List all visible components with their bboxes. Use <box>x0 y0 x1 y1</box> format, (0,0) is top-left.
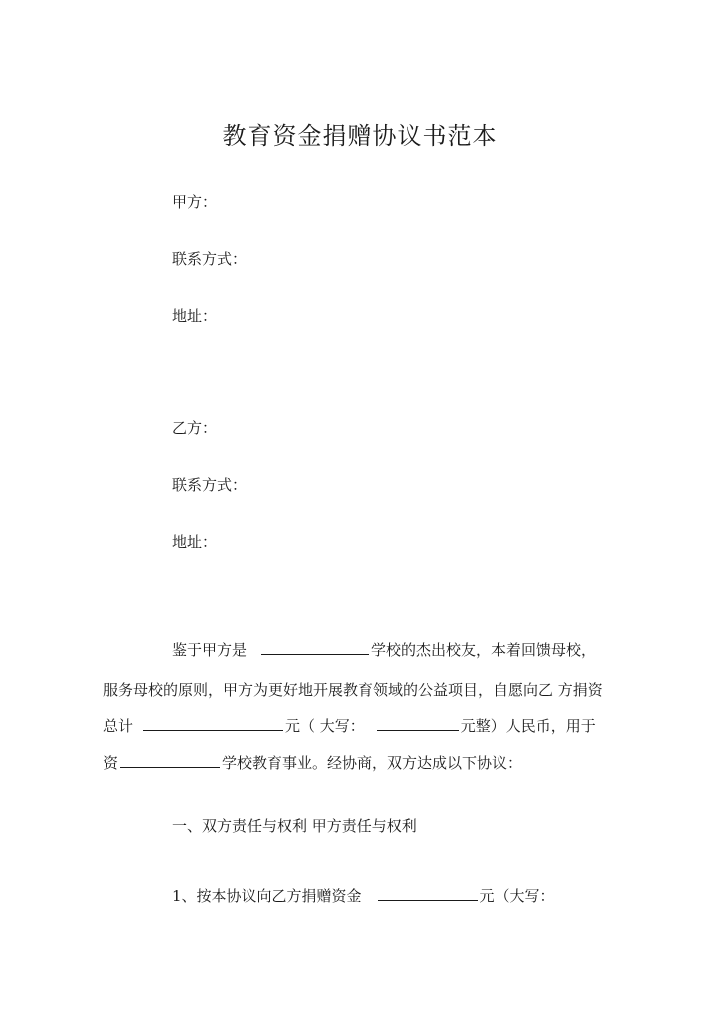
paragraph-text: 元（ 大写： <box>285 717 365 735</box>
party-b-address-label: 地址： <box>172 533 218 551</box>
paragraph-text: 鉴于甲方是 <box>172 641 248 659</box>
paragraph-text: 学校教育事业。经协商，双方达成以下协议： <box>222 754 523 772</box>
paragraph-text: 学校的杰出校友，本着回馈母校， <box>371 641 597 659</box>
donation-amount-blank <box>378 886 478 901</box>
paragraph-text: 1、按本协议向乙方捐赠资金 <box>172 887 362 905</box>
amount-uppercase-blank <box>377 716 459 731</box>
school-name-blank <box>261 640 369 655</box>
paragraph-text: 元（大写： <box>479 887 555 905</box>
section-heading: 一、双方责任与权利 甲方责任与权利 <box>172 817 417 835</box>
paragraph-text: 元整）人民币，用于 <box>460 717 596 735</box>
paragraph-text: 资 <box>103 754 119 772</box>
document-title: 教育资金捐赠协议书范本 <box>222 122 498 150</box>
party-a-label: 甲方： <box>172 193 218 211</box>
paragraph-line-4 <box>103 753 522 773</box>
party-a-contact-label: 联系方式： <box>172 250 248 268</box>
paragraph-line-3 <box>103 716 596 736</box>
party-a-address-label: 地址： <box>172 307 218 325</box>
paragraph-text: 总计 <box>103 717 134 735</box>
party-b-label: 乙方： <box>172 419 218 437</box>
clause-item-1 <box>172 886 555 906</box>
paragraph-line-1 <box>172 640 596 660</box>
party-b-contact-label: 联系方式： <box>172 476 248 494</box>
amount-blank <box>143 716 283 731</box>
school-name-blank-2 <box>120 753 220 768</box>
paragraph-line-2: 服务母校的原则，甲方为更好地开展教育领域的公益项目，自愿向乙 方捐资 <box>103 681 603 699</box>
